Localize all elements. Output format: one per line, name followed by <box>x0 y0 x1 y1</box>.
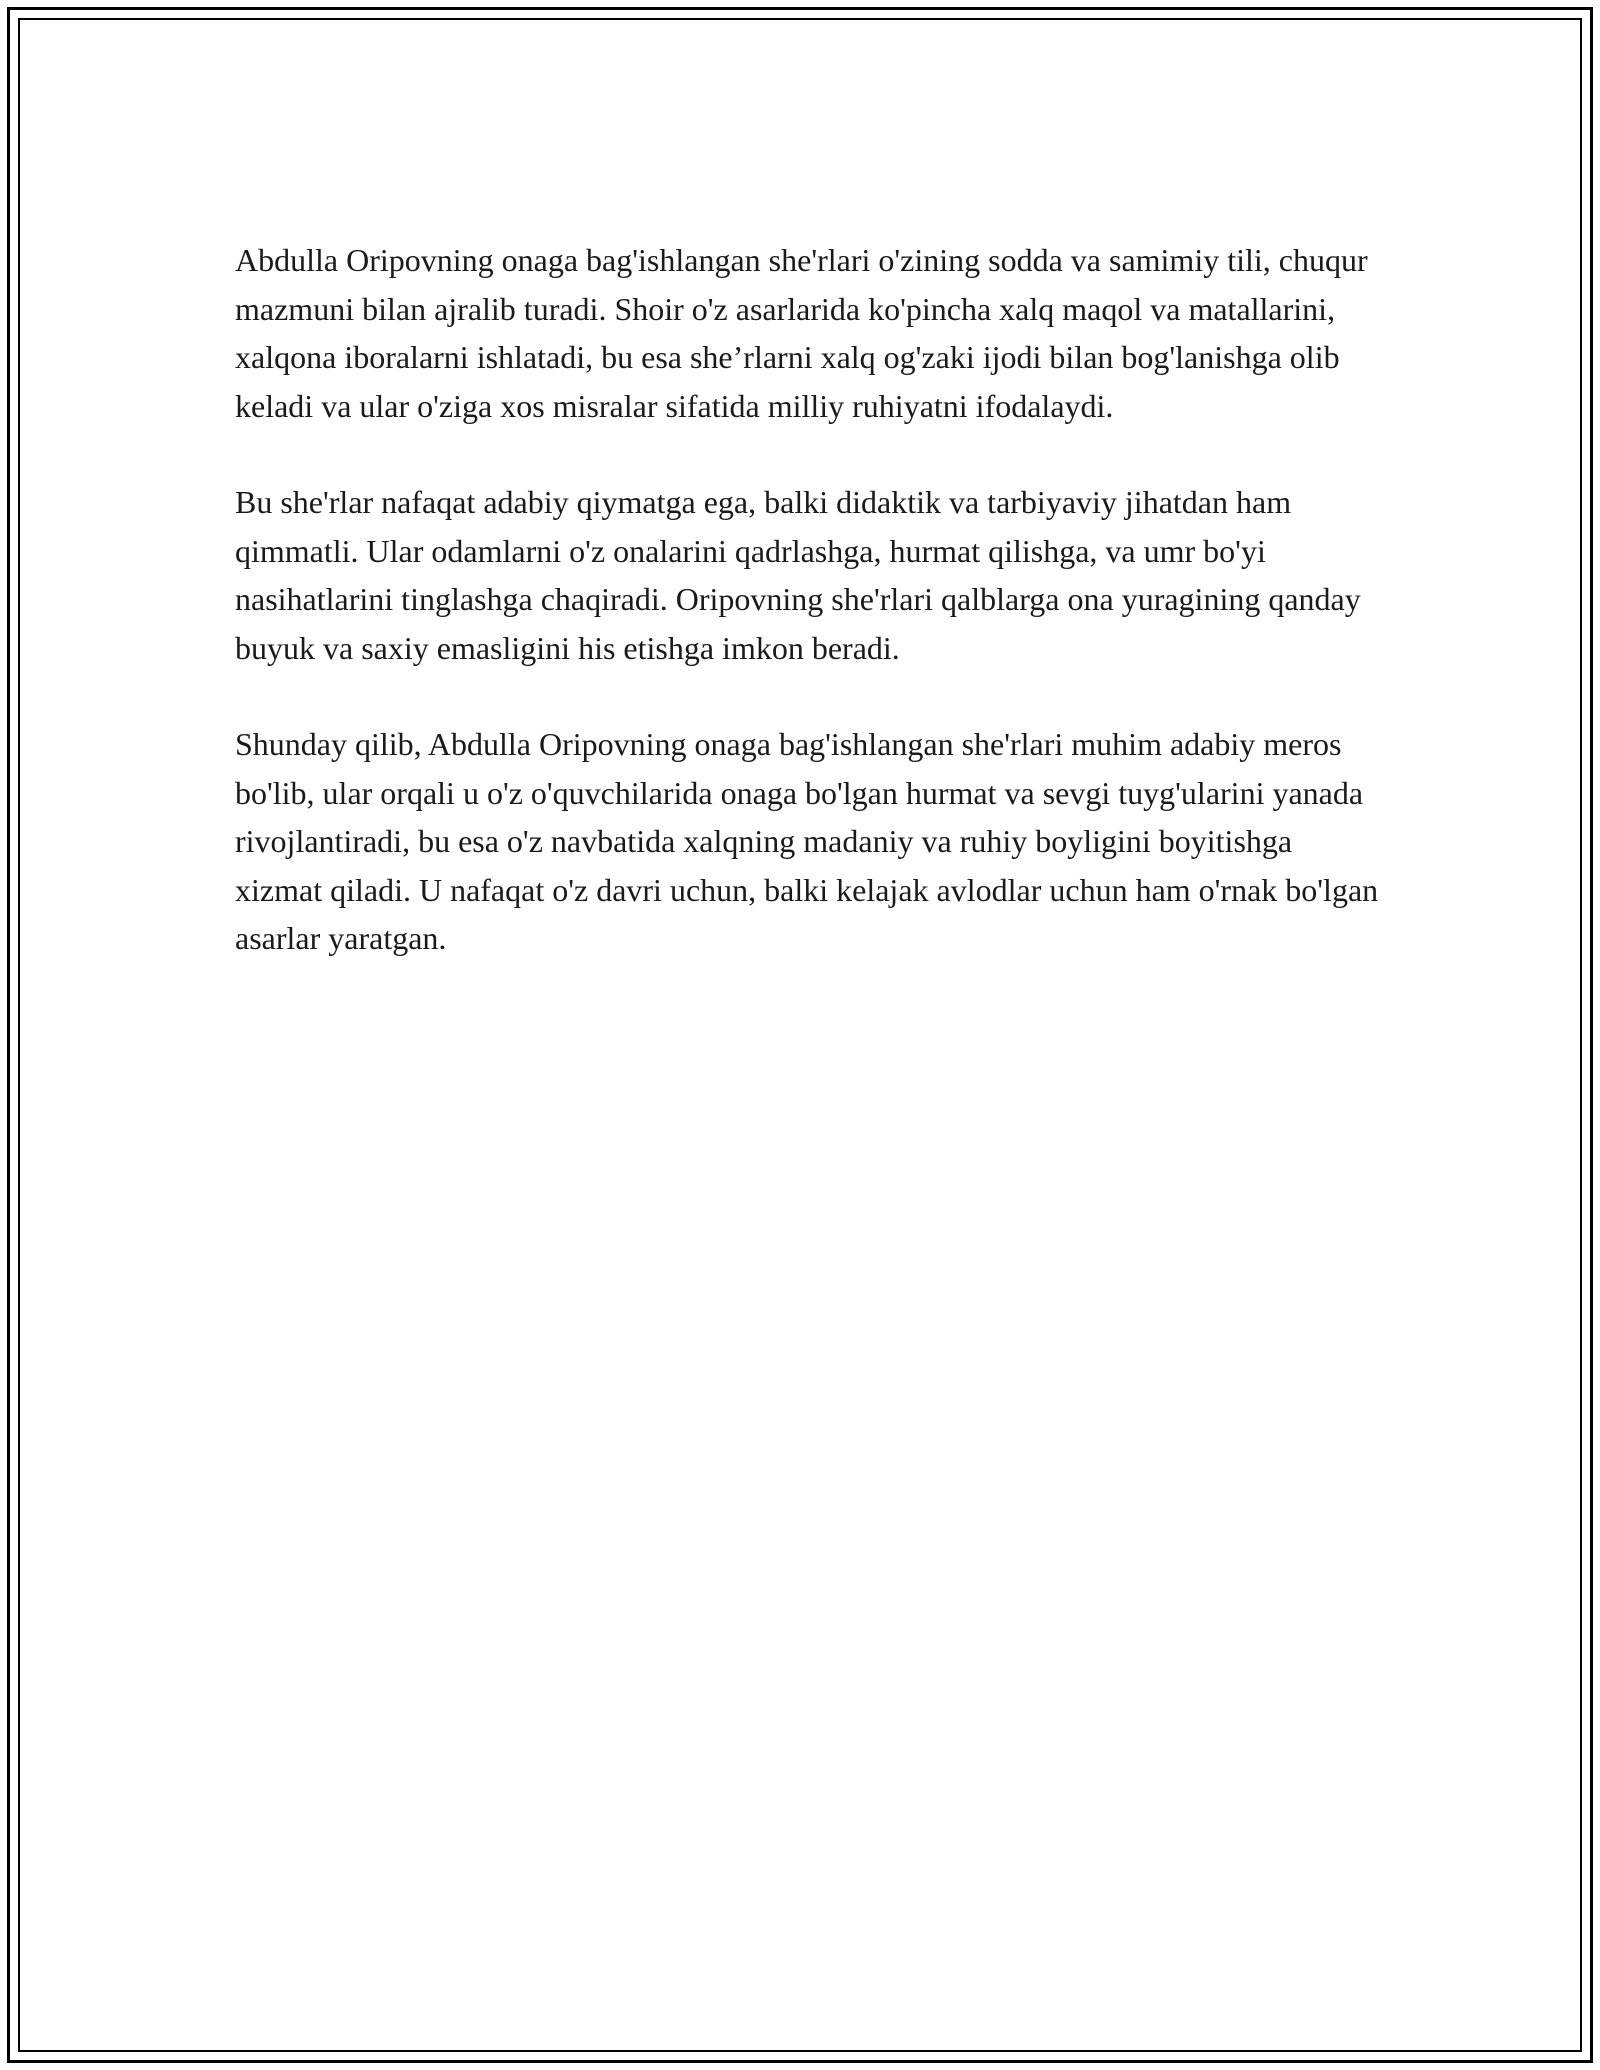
paragraph-2: Bu she'rlar nafaqat adabiy qiymatga ega, balki didaktik va tarbiyaviy jihatdan ham qimmatli. Ular odamlarni o'z onalarini qadrlashga, hurmat qilishga, va umr bo'yi nasihatlarini tinglashga chaqiradi. Oripovning she'rlari qalblarga ona yuragining qanday buyuk va saxiy emasligini his etishga imkon beradi. <box>235 484 1361 666</box>
document-body <box>235 236 1385 1011</box>
paragraph-3: Shunday qilib, Abdulla Oripovning onaga bag'ishlangan she'rlari muhim adabiy meros bo'lib, ular orqali u o'z o'quvchilarida onaga bo'lgan hurmat va sevgi tuyg'ularini yanada rivojlantiradi, bu esa o'z navbatida xalqning madaniy va ruhiy boyligini boyitishga xizmat qiladi. U nafaqat o'z davri uchun, balki kelajak avlodlar uchun ham o'rnak bo'lgan asarlar yaratgan. <box>235 726 1379 956</box>
paragraph-1: Abdulla Oripovning onaga bag'ishlangan she'rlari o'zining sodda va samimiy tili, chuqur mazmuni bilan ajralib turadi. Shoir o'z asarlarida ko'pincha xalq maqol va matallarini, xalqona iboralarni ishlatadi, bu esa she’rlarni xalq og'zaki ijodi bilan bog'lanishga olib keladi va ular o'ziga xos misralar sifatida milliy ruhiyatni ifodalaydi. <box>235 242 1368 424</box>
